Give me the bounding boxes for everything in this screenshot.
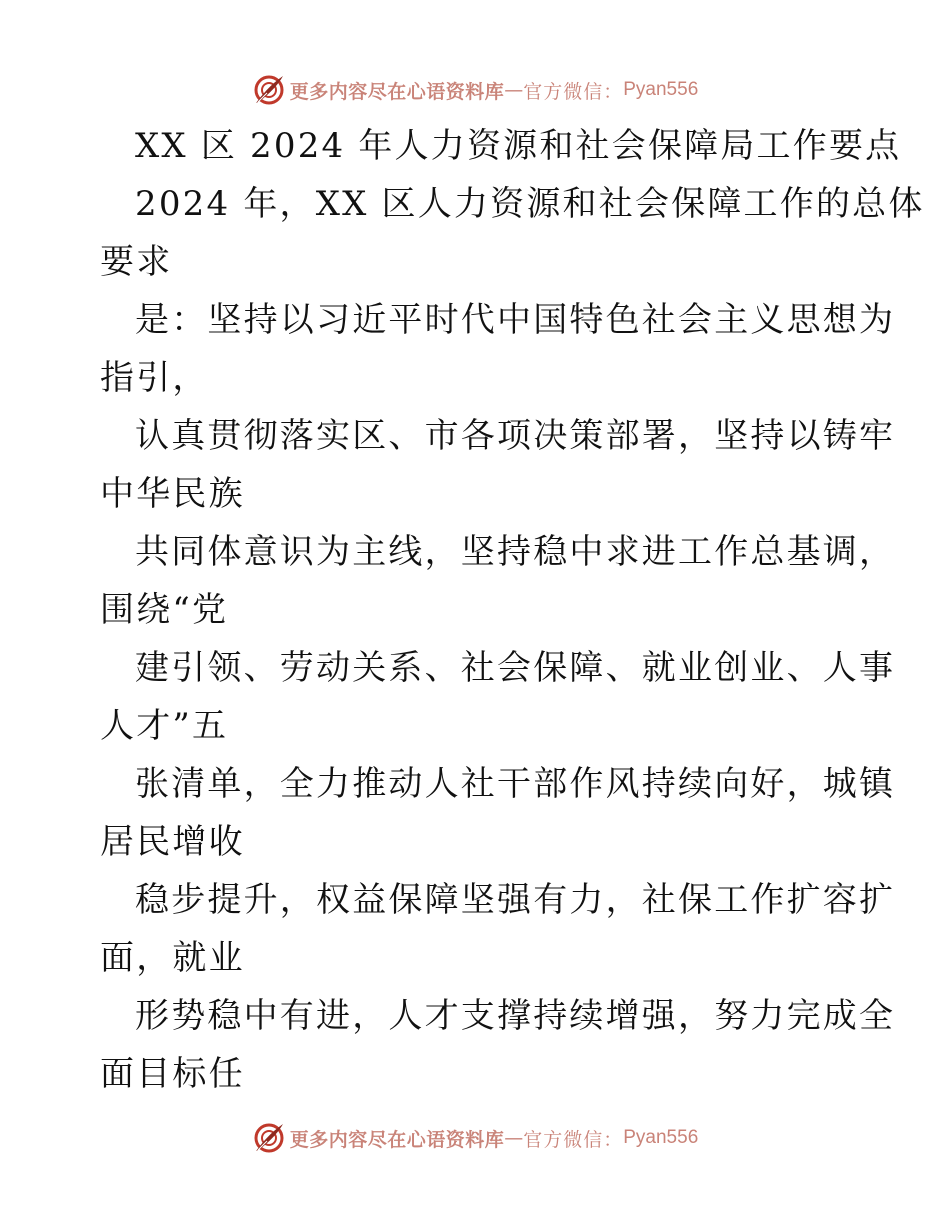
body-line: 中华民族 xyxy=(100,474,245,514)
body-line: 围绕“党 xyxy=(100,590,229,630)
header-banner xyxy=(0,68,950,112)
banner-wechat-label: 官方微信： xyxy=(523,80,624,103)
body-line: 是：坚持以习近平时代中国特色社会主义思想为 xyxy=(135,300,896,340)
body-line: 面目标任 xyxy=(100,1054,245,1094)
banner-separator: — xyxy=(504,79,524,101)
body-line: 指引， xyxy=(100,358,209,398)
body-line: 张清单，全力推动人社干部作风持续向好，城镇 xyxy=(135,764,896,804)
body-line: 居民增收 xyxy=(100,822,245,862)
document-title: XX 区 2024 年人力资源和社会保障局工作要点 xyxy=(135,126,902,166)
body-line: 要求 xyxy=(100,242,173,282)
quill-pen-circle-icon xyxy=(252,1121,286,1155)
body-line: 稳步提升，权益保障坚强有力，社保工作扩容扩 xyxy=(135,880,896,920)
quill-pen-circle-icon xyxy=(252,73,286,107)
banner-wechat-id: Pyan556 xyxy=(623,1127,699,1148)
banner-wechat-label: 官方微信： xyxy=(523,1128,624,1151)
banner-brand-text: 更多内容尽在心语资料库 xyxy=(289,1128,505,1151)
body-line: 面，就业 xyxy=(100,938,245,978)
body-line: 共同体意识为主线，坚持稳中求进工作总基调， xyxy=(135,532,896,572)
body-line: 人才”五 xyxy=(100,706,229,746)
banner-wechat-id: Pyan556 xyxy=(623,79,699,100)
body-line: 形势稳中有进，人才支撑持续增强，努力完成全 xyxy=(135,996,896,1036)
body-line: 认真贯彻落实区、市各项决策部署，坚持以铸牢 xyxy=(135,416,896,456)
footer-banner xyxy=(0,1116,950,1160)
body-line: 建引领、劳动关系、社会保障、就业创业、人事 xyxy=(135,648,896,688)
banner-brand-text: 更多内容尽在心语资料库 xyxy=(289,80,505,103)
banner-separator: — xyxy=(504,1127,524,1149)
body-line: 2024 年，XX 区人力资源和社会保障工作的总体 xyxy=(135,184,925,224)
